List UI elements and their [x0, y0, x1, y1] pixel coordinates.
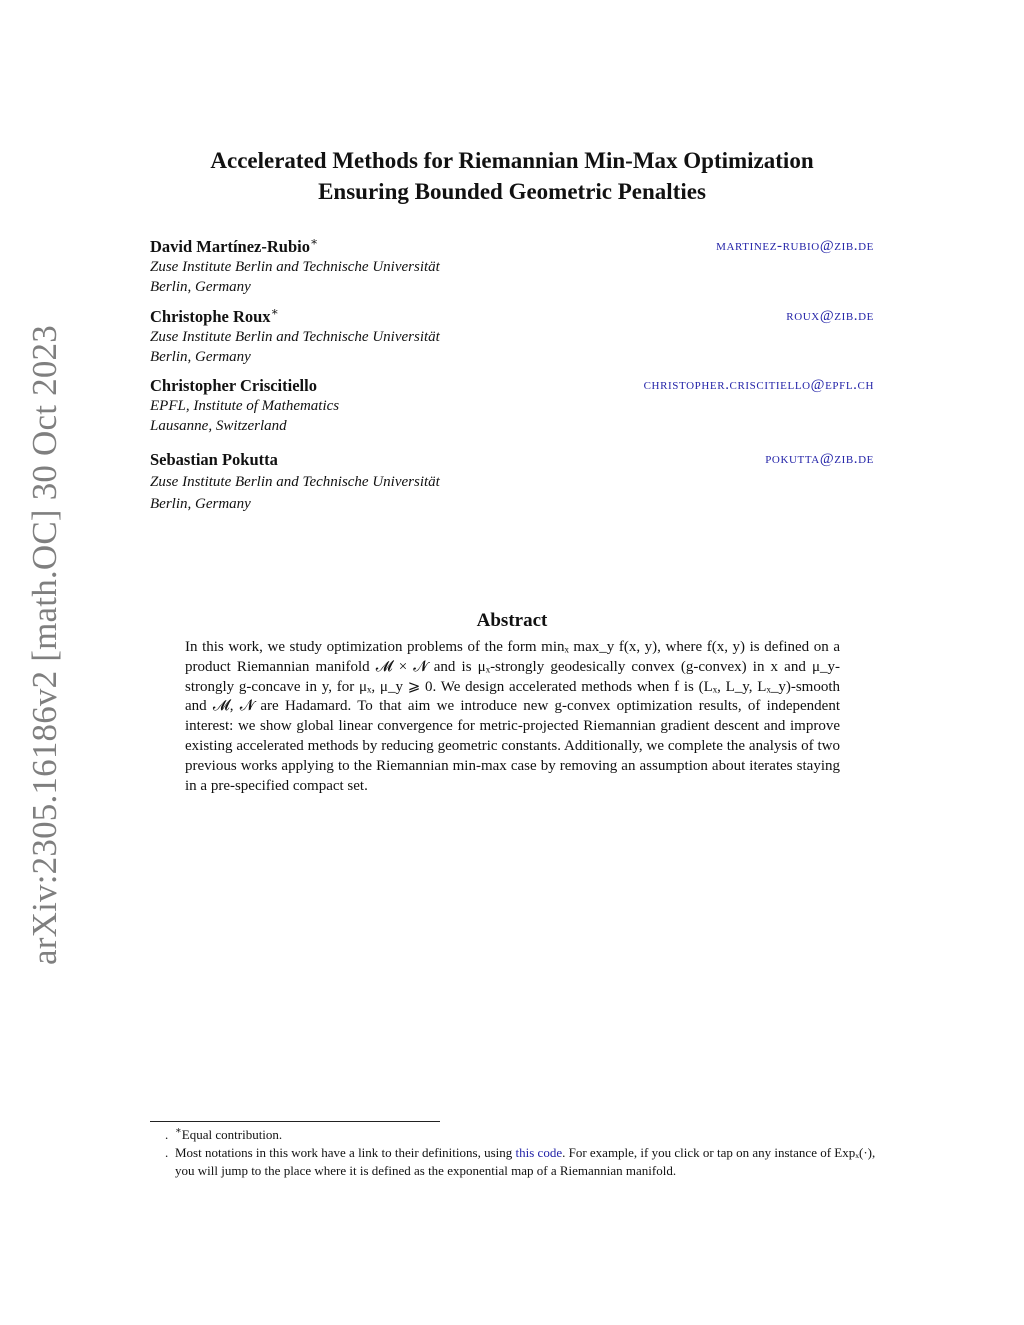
author-name: Christopher Criscitiello [150, 376, 317, 395]
author-email-link[interactable]: martinez-rubio@zib.de [716, 238, 874, 254]
paper-title-line-1: Accelerated Methods for Riemannian Min-Max Optimization [210, 148, 814, 173]
footnote-notation-links [150, 1144, 876, 1180]
author-email-link[interactable]: christopher.criscitiello@epfl.ch [643, 377, 874, 393]
footnote-equal-contribution [150, 1126, 876, 1144]
author-name: Christophe Roux [150, 307, 271, 326]
footnote-text: Equal contribution. [181, 1127, 283, 1142]
arxiv-identifier-text: arXiv:2305.16186v2 [math.OC] 30 Oct 2023 [25, 325, 64, 965]
arxiv-identifier-stamp [20, 325, 70, 965]
author-name: David Martínez-Rubio [150, 237, 310, 256]
paper-title-line-2: Ensuring Bounded Geometric Penalties [318, 179, 706, 204]
footnotes [150, 1126, 876, 1180]
paper-title [140, 145, 884, 207]
abstract-heading: Abstract [476, 610, 548, 631]
footnote-marker: . [165, 1145, 169, 1160]
footnote-text-continued: . For example, if you click or tap on any instance of Expₓ(·), you will jump to the place where it is defined as the exponential map of a Riemannian manifold. [175, 1145, 876, 1178]
footnote-star: ∗ [175, 1125, 182, 1137]
author-email-link[interactable]: pokutta@zib.de [765, 451, 874, 467]
author-affiliation: Zuse Institute Berlin and Technische Universität [150, 474, 440, 490]
author-affiliation: EPFL, Institute of Mathematics [150, 398, 340, 414]
equal-contribution-mark: ∗ [309, 234, 319, 249]
author-block [150, 449, 874, 514]
abstract-text: In this work, we study optimization problems of the form minₓ max_y f(x, y), where f(x, y) is defined on a product Riemannian manifold 𝓜 × 𝓝 and is μₓ-strongly geodesically convex (g-convex) in x and μ_y-strongly g-concave in y, for μₓ, μ_y ⩾ 0. We design accelerated methods when f is (Lₓ, L_y, Lₓ_y)-smooth and 𝓜, 𝓝 are Hadamard. To that aim we introduce new g-convex optimization results, of independent interest: we show global linear convergence for metric-projected Riemannian gradient descent and improve existing accelerated methods by reducing geometric constants. Additionally, we complete the analysis of two previous works applying to the Riemannian min-max case by removing an assumption about iterates staying in a pre-specified compact set. [185, 639, 840, 794]
abstract-body [185, 638, 840, 796]
footnote-text: Most notations in this work have a link to their definitions, using [175, 1145, 516, 1160]
author-affiliation: Zuse Institute Berlin and Technische Universität [150, 259, 440, 275]
this-code-link[interactable]: this code [515, 1145, 563, 1160]
author-block [150, 375, 874, 436]
author-name-line [150, 306, 874, 327]
author-location: Lausanne, Switzerland [150, 418, 287, 434]
author-block [150, 306, 874, 367]
author-affiliation: Zuse Institute Berlin and Technische Universität [150, 329, 440, 345]
author-email-link[interactable]: roux@zib.de [786, 308, 874, 324]
author-location: Berlin, Germany [150, 349, 251, 365]
equal-contribution-mark: ∗ [270, 304, 279, 319]
author-location: Berlin, Germany [150, 496, 251, 512]
author-name: Sebastian Pokutta [150, 450, 278, 469]
footnote-marker: . [165, 1127, 169, 1142]
footnote-divider [150, 1121, 440, 1122]
author-block [150, 236, 874, 297]
author-location: Berlin, Germany [150, 279, 251, 295]
